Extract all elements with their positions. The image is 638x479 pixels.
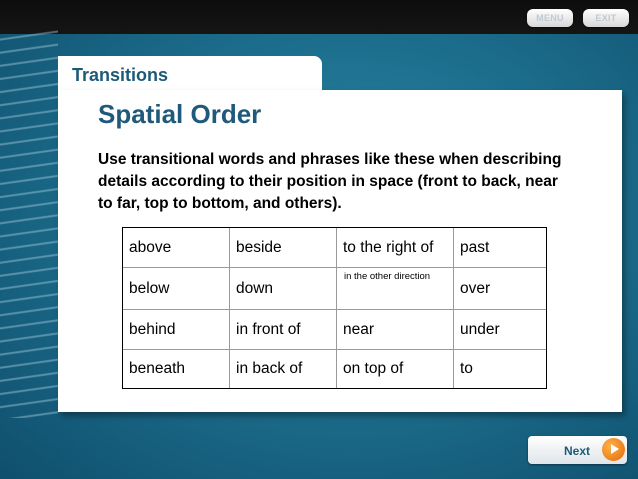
table-cell: over <box>454 268 546 310</box>
table-cell: behind <box>123 310 230 350</box>
table-cell: near <box>337 310 454 350</box>
table-cell-small-text: in the other direction <box>344 271 431 282</box>
slide-body-text: Use transitional words and phrases like these when describing details according to their position in space (front to back, near to far, top to bottom, and others). <box>98 151 562 212</box>
slide-heading: Spatial Order <box>98 99 262 129</box>
exit-button[interactable]: EXIT <box>583 9 629 27</box>
next-button-label: Next <box>564 444 591 458</box>
transition-words-table <box>122 227 547 389</box>
table-cell: on top of <box>337 350 454 388</box>
table-cell: to the right of <box>337 228 454 268</box>
table-cell: past <box>454 228 546 268</box>
table-cell: under <box>454 310 546 350</box>
table-cell: beside <box>230 228 337 268</box>
menu-button[interactable]: MENU <box>527 9 573 27</box>
table-cell: beneath <box>123 350 230 388</box>
section-title: Transitions <box>72 65 169 85</box>
top-bar <box>0 0 638 34</box>
table-cell: down <box>230 268 337 310</box>
table-cell: above <box>123 228 230 268</box>
table-cell: in front of <box>230 310 337 350</box>
table-cell: in back of <box>230 350 337 388</box>
table-cell <box>337 268 454 310</box>
next-button[interactable] <box>528 436 627 464</box>
table-cell: below <box>123 268 230 310</box>
spiral-binding-decoration <box>0 28 58 418</box>
arrow-right-icon <box>602 438 625 461</box>
table-cell: to <box>460 360 473 377</box>
